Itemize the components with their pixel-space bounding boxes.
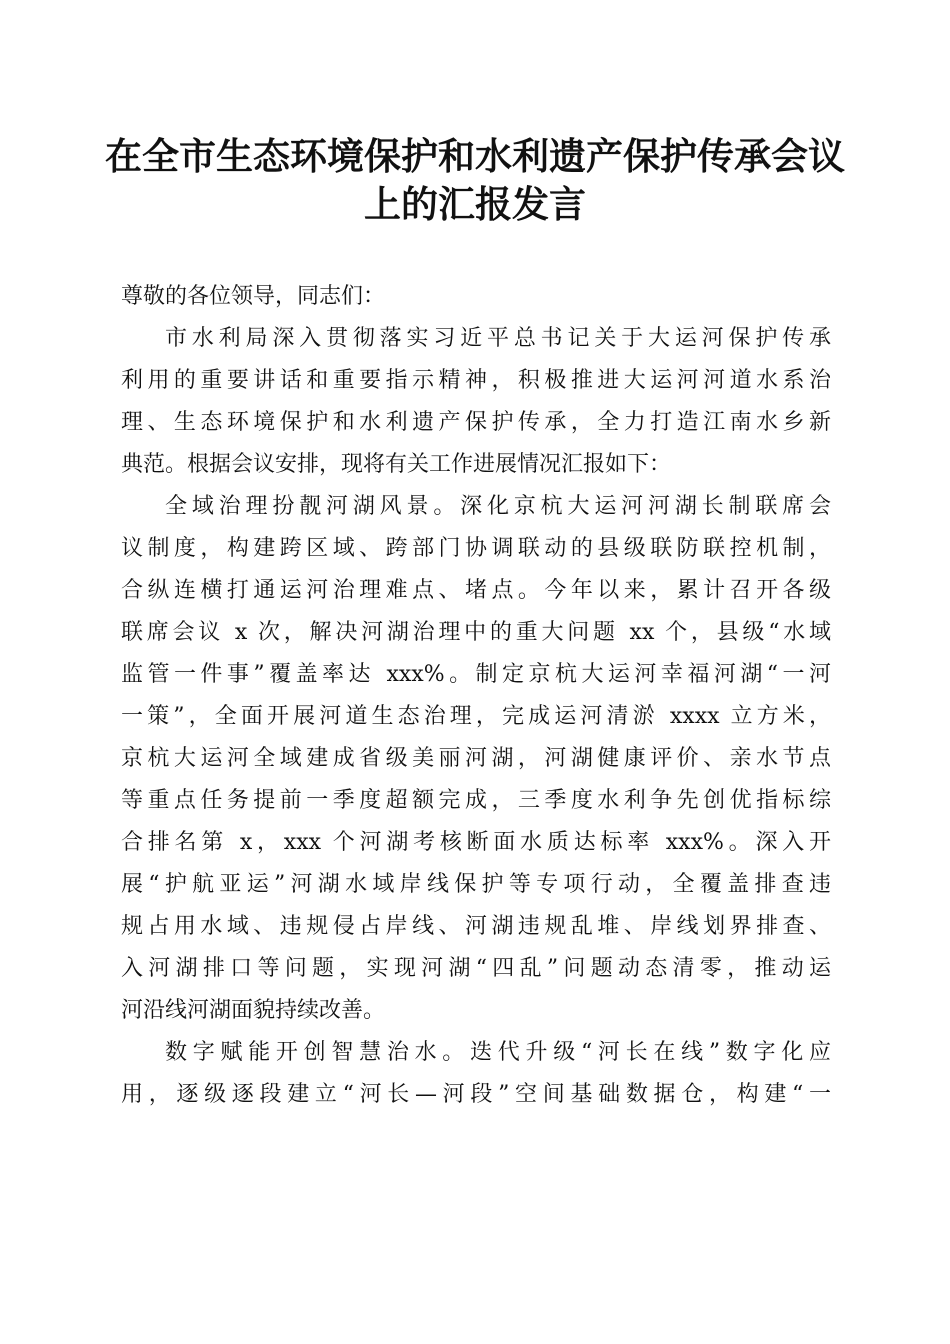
paragraph-line: 监管一件事”覆盖率达 xxx%。制定京杭大运河幸福河湖“一河 <box>121 662 831 687</box>
document-title <box>100 133 850 229</box>
paragraph-line: 典范。根据会议安排，现将有关工作进展情况汇报如下： <box>121 452 672 477</box>
paragraph-line: 用，逐级逐段建立“河长—河段”空间基础数据仓，构建“一 <box>121 1082 831 1107</box>
title-line-1: 在全市生态环境保护和水利遗产保护传承会议 <box>105 135 845 178</box>
paragraph-line: 展“护航亚运”河湖水域岸线保护等专项行动，全覆盖排查违 <box>121 872 831 897</box>
paragraph-line: 河沿线河湖面貌持续改善。 <box>121 998 386 1023</box>
paragraph-line: 利用的重要讲话和重要指示精神，积极推进大运河河道水系治 <box>121 368 831 393</box>
paragraph-line: 理、生态环境保护和水利遗产保护传承，全力打造江南水乡新 <box>121 410 831 435</box>
document-body <box>121 276 831 1116</box>
paragraph-line: 一策”，全面开展河道生态治理，完成运河清淤 xxxx 立方米， <box>121 704 831 729</box>
paragraph-line: 合纵连横打通运河治理难点、堵点。今年以来，累计召开各级 <box>121 578 831 603</box>
paragraph-line: 议制度，构建跨区域、跨部门协调联动的县级联防联控机制， <box>121 536 831 561</box>
salutation <box>121 276 831 318</box>
paragraph-line: 入河湖排口等问题，实现河湖“四乱”问题动态清零，推动运 <box>121 956 831 981</box>
paragraph-intro <box>121 318 831 486</box>
paragraph-digital-empowerment <box>121 1032 831 1116</box>
paragraph-line: 规占用水域、违规侵占岸线、河湖违规乱堆、岸线划界排查、 <box>121 914 831 939</box>
paragraph-river-governance <box>121 486 831 1032</box>
salutation-line: 尊敬的各位领导，同志们： <box>121 284 386 309</box>
paragraph-line: 等重点任务提前一季度超额完成，三季度水利争先创优指标综 <box>121 788 831 813</box>
paragraph-line: 合排名第 x，xxx 个河湖考核断面水质达标率 xxx%。深入开 <box>121 830 831 855</box>
paragraph-line: 京杭大运河全域建成省级美丽河湖，河湖健康评价、亲水节点 <box>121 746 831 771</box>
title-line-2: 上的汇报发言 <box>364 183 586 226</box>
paragraph-line: 市水利局深入贯彻落实习近平总书记关于大运河保护传承 <box>165 326 831 351</box>
paragraph-line: 联席会议 x 次，解决河湖治理中的重大问题 xx 个，县级“水域 <box>121 620 831 645</box>
paragraph-line: 全域治理扮靓河湖风景。深化京杭大运河河湖长制联席会 <box>165 494 831 519</box>
paragraph-line: 数字赋能开创智慧治水。迭代升级“河长在线”数字化应 <box>165 1040 831 1065</box>
